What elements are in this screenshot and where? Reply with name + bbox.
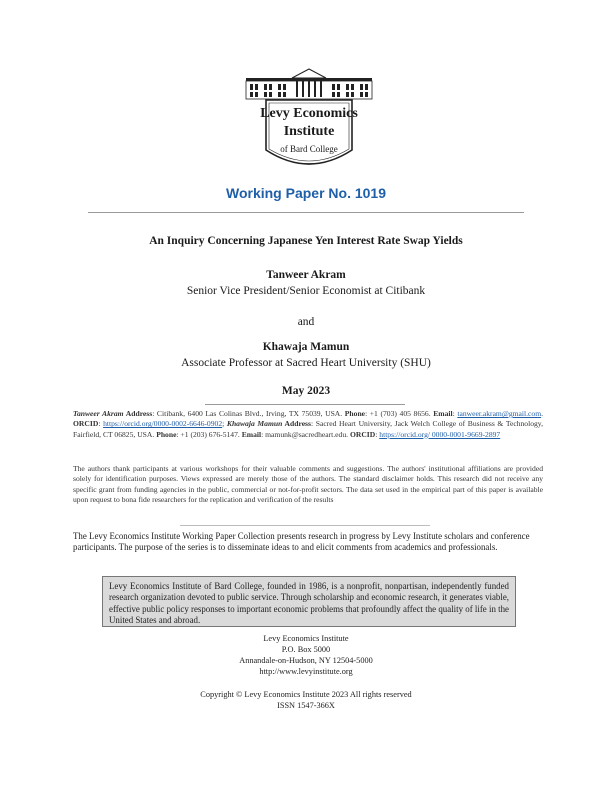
issn-number: ISSN 1547-366X	[277, 701, 335, 710]
working-paper-number: Working Paper No. 1019	[225, 185, 386, 201]
logo-line-2: Institute	[283, 124, 335, 139]
affil-2-name: Khawaja Mamun	[226, 419, 283, 429]
affil-1-address-label: Address	[123, 409, 153, 418]
collection-description: The Levy Economics Institute Working Paper Collection presents research in progress by Levy Institute scholars and conference participants. The purpose of the series is to disseminate ideas to and elicit comments from academics and professionals.	[73, 531, 530, 553]
date-divider	[205, 404, 405, 405]
affil-1-email-label: Email	[433, 409, 453, 418]
header-divider	[88, 212, 524, 213]
affil-1-name: Tanweer Akram	[73, 409, 124, 418]
affil-2-orcid-sep: :	[375, 429, 380, 439]
affil-1-email-sep: :	[452, 409, 458, 418]
copyright-notice: Copyright © Levy Economics Institute 2023 All rights reserved	[200, 690, 412, 699]
building-shield-icon	[244, 66, 374, 178]
affil-1-orcid-sep: :	[98, 419, 104, 429]
affil-1-phone: : +1 (703) 405 8656.	[365, 409, 434, 418]
levy-institute-logo	[244, 66, 374, 178]
affil-2-orcid-label: ORCID	[349, 429, 376, 439]
affil-2-address-label: Address	[282, 419, 311, 429]
and-separator: and	[297, 316, 315, 328]
address-website: http://www.levyinstitute.org	[259, 667, 353, 676]
affil-1-orcid-link[interactable]: https://orcid.org/0000-0002-6646-0902	[103, 419, 223, 429]
author-affiliations: Tanweer Akram Address: Citibank, 6400 Las Colinas Blvd., Irving, TX 75039, USA. Phone: +1 (703) 405 8656. Email: tanweer.akram@gmail.com. ORCID: https://orcid.org/0000-0002-6646-0902; Khawaja Mamun Address: Sacred Heart University, Jack Welch College of Business & Technology, Fairfield, CT 06825, USA. Phone: +1 (203) 676-5147. Email: mamunk@sacredheart.edu. ORCID: https://orcid.org/ 0000-0001-9669-2897	[73, 409, 544, 439]
author-2-name: Khawaja Mamun	[262, 341, 350, 353]
address-line-1: Levy Economics Institute	[263, 634, 349, 643]
affil-2-email-label: Email	[241, 429, 262, 439]
logo-line-3: of Bard College	[280, 144, 338, 154]
address-line-3: Annandale-on-Hudson, NY 12504-5000	[239, 656, 373, 665]
affil-2-address: : Sacred Heart University, Jack Welch College of Business & Technology, Fairfield, CT 06825, USA.	[73, 419, 543, 439]
affil-1-address: : Citibank, 6400 Las Colinas Blvd., Irving, TX 75039, USA.	[152, 409, 345, 418]
address-line-2: P.O. Box 5000	[281, 645, 331, 654]
ack-divider	[180, 525, 430, 526]
publication-date: May 2023	[281, 385, 331, 397]
acknowledgment-text: The authors thank participants at various workshops for their valuable comments and suggestions. The authors' institutional affiliations are provided solely for identification purposes. Views expressed are merely those of the authors. The standard disclaimer holds. This research did not receive any specific grant from funding agencies in the public, commercial or not-for-profit sectors. The data set used in the empirical part of this paper is available upon request to bona fide researchers for the replication and verification of the results	[73, 464, 543, 504]
logo-line-1: Levy Economics	[260, 106, 358, 121]
institute-mission-box: Levy Economics Institute of Bard College, founded in 1986, is a nonprofit, nonpartisan, independently funded research organization devoted to public service. Through scholarship and economic research, it generates viable, effective public policy responses to important economic problems that profoundly affect the quality of life in the United States and abroad.	[102, 576, 516, 627]
affil-2-email: : mamunk@sacredheart.edu.	[261, 429, 350, 439]
affil-1-orcid-label: ORCID	[73, 419, 99, 429]
affil-1-email-link[interactable]: tanweer.akram@gmail.com	[457, 409, 542, 418]
affil-1-phone-label: Phone	[344, 409, 366, 418]
paper-title: An Inquiry Concerning Japanese Yen Interest Rate Swap Yields	[149, 235, 463, 247]
author-1-name: Tanweer Akram	[266, 269, 346, 281]
author-1-position: Senior Vice President/Senior Economist at Citibank	[186, 285, 426, 297]
affil-2-phone-label: Phone	[156, 429, 177, 439]
affil-sep: ;	[222, 419, 227, 429]
author-2-position: Associate Professor at Sacred Heart University (SHU)	[181, 357, 431, 369]
affil-2-phone: : +1 (203) 676-5147.	[176, 429, 242, 439]
affil-2-orcid-link[interactable]: https://orcid.org/ 0000-0001-9669-2897	[379, 429, 501, 439]
